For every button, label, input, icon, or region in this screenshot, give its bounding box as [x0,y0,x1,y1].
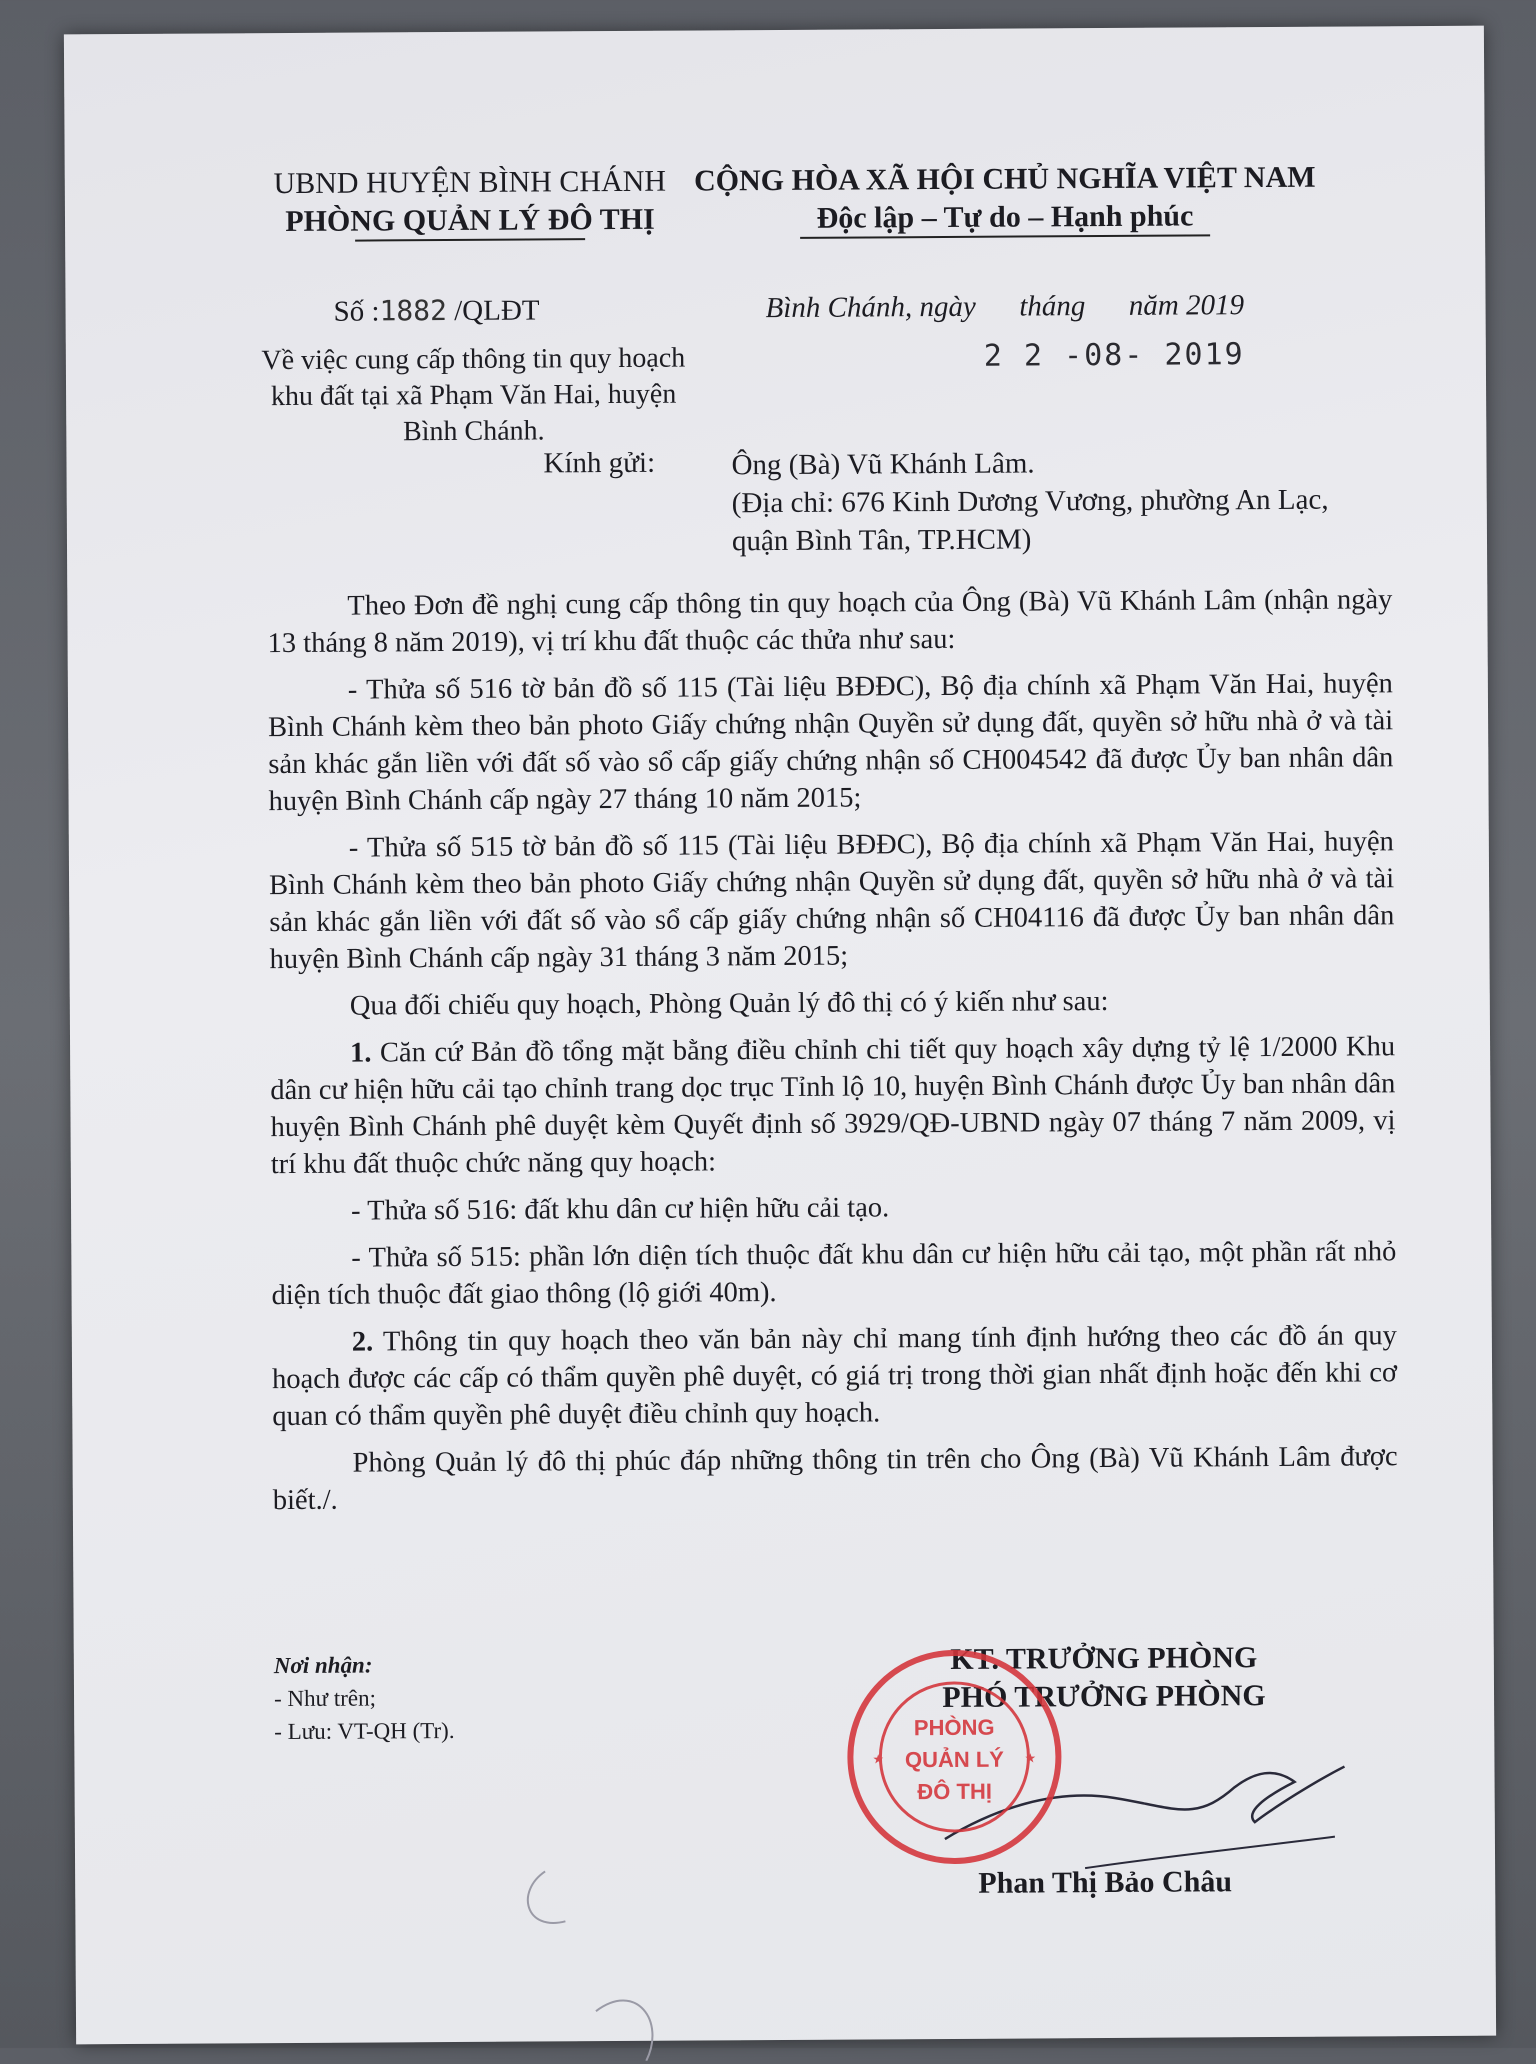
place-date: Bình Chánh, ngày tháng năm 2019 [765,289,1245,325]
paragraph-4: Qua đối chiếu quy hoạch, Phòng Quản lý đô thị có ý kiến như sau: [349,985,1109,1022]
recipient-block [731,442,1392,560]
nation-line-1: CỘNG HÒA XÃ HỘI CHỦ NGHĨA VIỆT NAM [693,160,1316,198]
recipient-name: Ông (Bà) Vũ Khánh Lâm. [731,447,1035,482]
number-prefix: Số : [333,295,380,328]
paragraph-9: Phòng Quản lý đô thị phúc đáp những thông tin trên cho Ông (Bà) Vũ Khánh Lâm được biết./. [272,1441,1398,1517]
signer-name: Phan Thị Bảo Châu [978,1865,1233,1900]
item-number-1: 1. [350,1037,372,1069]
nation-line-2: Độc lập – Tự do – Hạnh phúc [816,199,1194,235]
recipients-title: Nơi nhận: [273,1652,373,1679]
paragraph-5-text: Căn cứ Bản đồ tổng mặt bằng điều chỉnh chi tiết quy hoạch xây dựng tỷ lệ 1/2000 Khu dân cư hiện hữu cải tạo chỉnh trang dọc trục Tỉnh lộ 10, huyện Bình Chánh được Ủy ban nhân dân huyện Bình Chánh phê duyệt kèm Quyết định số 3929/QĐ-UBND ngày 07 tháng 7 năm 2009, vị trí khu đất thuộc chức năng quy hoạch: [270,1031,1396,1181]
official-seal [844,1646,1065,1867]
paragraph-8 [272,1317,1398,1435]
paragraph-3: - Thửa số 515 tờ bản đồ số 115 (Tài liệu BĐĐC), Bộ địa chính xã Phạm Văn Hai, huyện Bình Chánh kèm theo bản photo Giấy chứng nhận Quyền sử dụng đất, quyền sở hữu nhà ở và tài sản khác gắn liền với đất số vào sổ cấp giấy chứng nhận số CH04116 đã được Ủy ban nhân dân huyện Bình Chánh cấp ngày 31 tháng 3 năm 2015; [268,826,1395,976]
seal-line-2: QUẢN LÝ [904,1746,1005,1773]
seal-line-1: PHÒNG [913,1714,995,1741]
org-line-1: UBND HUYỆN BÌNH CHÁNH [273,164,667,201]
recipients-item-1: - Như trên; [273,1685,377,1712]
svg-text:★: ★ [872,1751,885,1767]
paragraph-2: - Thửa số 516 tờ bản đồ số 115 (Tài liệu BĐĐC), Bộ địa chính xã Phạm Văn Hai, huyện Bình Chánh kèm theo bản photo Giấy chứng nhận Quyền sử dụng đất, quyền sở hữu nhà ở và tài sản khác gắn liền với đất số vào sổ cấp giấy chứng nhận số CH004542 đã được Ủy ban nhân dân huyện Bình Chánh cấp ngày 27 tháng 10 năm 2015; [268,668,1394,818]
signature-title-1: KT. TRƯỞNG PHÒNG [950,1641,1258,1676]
svg-text:★: ★ [1024,1750,1037,1766]
issuing-organization [255,163,685,242]
item-number-2: 2. [351,1326,374,1358]
number-suffix: /QLĐT [446,294,540,328]
document-number [333,293,539,328]
org-line-2: PHÒNG QUẢN LÝ ĐÔ THỊ [285,202,655,239]
pen-mark-decoration [475,1860,796,2062]
stamped-date: 2 2 -08- 2019 [983,337,1245,374]
recipient-address: (Địa chỉ: 676 Kinh Dương Vương, phường An Lạc, quận Bình Tân, TP.HCM) [731,483,1329,558]
document-page [64,26,1496,2045]
paragraph-5 [270,1028,1396,1183]
document-body [267,581,1398,1529]
national-header [680,159,1330,239]
paragraph-7: - Thửa số 515: phần lớn diện tích thuộc đất khu dân cư hiện hữu cải tạo, một phần rất nhỏ diện tích thuộc đất giao thông (lộ giới 40m). [271,1236,1397,1312]
org-underline [355,238,585,241]
paragraph-1: Theo Đơn đề nghị cung cấp thông tin quy hoạch của Ông (Bà) Vũ Khánh Lâm (nhận ngày 13 tháng 8 năm 2019), vị trí khu đất thuộc các thửa như sau: [267,584,1393,660]
recipients-item-2: - Lưu: VT-QH (Tr). [274,1718,455,1745]
number-value: 1882 [379,294,448,328]
document-subject: Về việc cung cấp thông tin quy hoạch khu đất tại xã Phạm Văn Hai, huyện Bình Chánh. [261,342,686,448]
paragraph-6: - Thửa số 516: đất khu dân cư hiện hữu cải tạo. [350,1192,890,1227]
paragraph-8-text: Thông tin quy hoạch theo văn bản này chỉ mang tính định hướng theo các đồ án quy hoạch được các cấp có thẩm quyền phê duyệt, có giá trị trong thời gian nhất định hoặc đến khi cơ quan có thẩm quyền phê duyệt điều chỉnh quy hoạch. [272,1320,1398,1433]
recipient-label: Kính gửi: [543,446,656,480]
seal-line-3: ĐÔ THỊ [917,1778,992,1805]
recipients-list [274,1648,455,1748]
signature-title-2: PHÓ TRƯỞNG PHÒNG [942,1679,1266,1715]
